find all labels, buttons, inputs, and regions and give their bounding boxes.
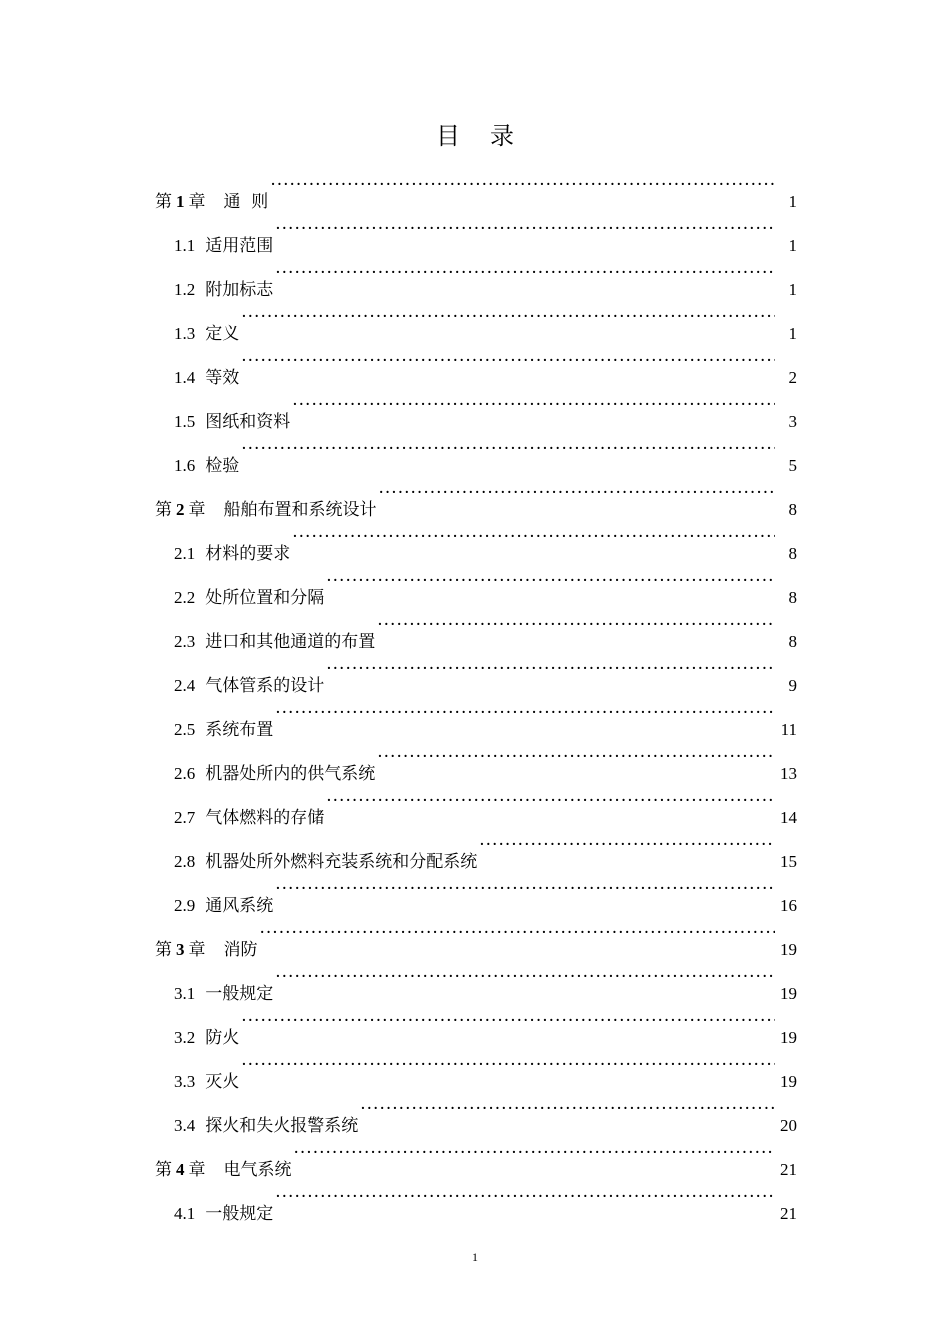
dot-leader	[241, 1043, 775, 1087]
dot-leader	[275, 691, 775, 735]
toc-page-number: 1	[788, 236, 797, 255]
section-title: 气体管系的设计	[205, 676, 325, 696]
section-title: 气体燃料的存储	[205, 808, 325, 828]
chapter-suffix: 章	[188, 500, 206, 520]
section-title: 一般规定	[205, 984, 274, 1004]
toc-page-number: 19	[780, 1028, 797, 1047]
dot-leader	[294, 1131, 776, 1175]
section-number: 3.2	[174, 1028, 196, 1047]
section-number: 3.3	[174, 1072, 196, 1091]
section-title: 附加标志	[205, 280, 274, 300]
section-number: 1.6	[174, 456, 196, 475]
toc-page-number: 5	[788, 456, 797, 475]
dot-leader	[275, 207, 775, 251]
toc-entry-label	[174, 224, 273, 268]
toc-page-number: 1	[788, 192, 797, 211]
dot-leader	[241, 427, 775, 471]
toc-page-number: 20	[780, 1116, 797, 1135]
section-title: 等效	[205, 368, 240, 388]
chapter-title: 电气系统	[223, 1160, 292, 1180]
dot-leader	[275, 1175, 775, 1219]
chapter-title: 船舶布置和系统设计	[223, 500, 377, 520]
section-number: 2.9	[174, 896, 196, 915]
section-title: 防火	[205, 1028, 240, 1048]
section-title: 处所位置和分隔	[205, 588, 325, 608]
chapter-number: 4	[176, 1160, 185, 1179]
section-number: 1.5	[174, 412, 196, 431]
toc-page-number: 14	[780, 808, 797, 827]
chapter-suffix: 章	[188, 192, 206, 212]
section-number: 3.1	[174, 984, 196, 1003]
toc-page-number: 9	[788, 676, 797, 695]
toc-page-number: 1	[788, 324, 797, 343]
toc-section-entry[interactable]	[155, 295, 797, 344]
dot-leader	[377, 735, 775, 779]
toc-section-entry[interactable]	[155, 383, 797, 432]
toc-page-number: 13	[780, 764, 797, 783]
dot-leader	[326, 559, 775, 603]
toc-page-number: 19	[780, 940, 797, 959]
toc-section-entry[interactable]	[155, 427, 797, 476]
section-number: 2.8	[174, 852, 196, 871]
chapter-title: 消防	[223, 940, 258, 960]
toc-entry-label	[174, 444, 239, 488]
section-title: 一般规定	[205, 1204, 274, 1224]
section-title: 通风系统	[205, 896, 274, 916]
chapter-number: 2	[176, 500, 185, 519]
dot-leader	[241, 339, 775, 383]
section-title: 机器处所内的供气系统	[205, 764, 376, 784]
toc-page-number: 16	[780, 896, 797, 915]
dot-leader	[326, 647, 775, 691]
section-title: 机器处所外燃料充装系统和分配系统	[205, 852, 478, 872]
toc-entry-label	[174, 576, 324, 620]
section-title: 系统布置	[205, 720, 274, 740]
toc-entry-label	[155, 928, 258, 972]
dot-leader	[379, 471, 776, 515]
toc-page-number: 21	[780, 1160, 797, 1179]
section-title: 定义	[205, 324, 240, 344]
dot-leader	[241, 999, 775, 1043]
chapter-suffix: 章	[188, 940, 206, 960]
section-title: 适用范围	[205, 236, 274, 256]
toc-entry-label	[174, 796, 324, 840]
toc-section-entry[interactable]	[155, 1087, 797, 1136]
section-number: 2.1	[174, 544, 196, 563]
chapter-prefix: 第	[155, 940, 172, 960]
chapter-prefix: 第	[155, 1160, 172, 1180]
toc-section-entry[interactable]	[155, 1043, 797, 1092]
toc-page-number: 8	[788, 544, 797, 563]
chapter-title: 通 则	[223, 192, 269, 212]
page-footer-number: 1	[472, 1250, 478, 1264]
toc-page-number: 19	[780, 984, 797, 1003]
dot-leader	[241, 295, 775, 339]
toc-page-number: 2	[788, 368, 797, 387]
toc-page-number: 19	[780, 1072, 797, 1091]
section-number: 1.4	[174, 368, 196, 387]
section-number: 2.7	[174, 808, 196, 827]
dot-leader	[292, 515, 775, 559]
page-title: 目录	[436, 122, 544, 150]
toc-chapter-entry[interactable]	[155, 471, 797, 520]
dot-leader	[292, 383, 775, 427]
chapter-prefix: 第	[155, 192, 172, 212]
section-number: 2.3	[174, 632, 196, 651]
section-title: 检验	[205, 456, 240, 476]
section-number: 1.3	[174, 324, 196, 343]
section-number: 2.4	[174, 676, 196, 695]
section-number: 4.1	[174, 1204, 196, 1223]
dot-leader	[377, 603, 775, 647]
dot-leader	[479, 823, 775, 867]
toc-entry-label	[174, 1016, 239, 1060]
toc-page-number: 3	[788, 412, 797, 431]
chapter-number: 1	[176, 192, 185, 211]
toc-section-entry[interactable]	[155, 999, 797, 1048]
dot-leader	[275, 867, 775, 911]
chapter-number: 3	[176, 940, 185, 959]
dot-leader	[360, 1087, 775, 1131]
section-title: 探火和失火报警系统	[205, 1116, 359, 1136]
section-number: 3.4	[174, 1116, 196, 1135]
section-title: 材料的要求	[205, 544, 291, 564]
section-number: 1.1	[174, 236, 196, 255]
dot-leader	[260, 911, 776, 955]
toc-entry-label	[174, 708, 273, 752]
toc-entry-label	[174, 1060, 239, 1104]
dot-leader	[275, 955, 775, 999]
toc-entry-label	[174, 312, 239, 356]
toc-page-number: 8	[788, 588, 797, 607]
toc-page-number: 8	[788, 500, 797, 519]
toc-entry-label	[174, 356, 239, 400]
dot-leader	[270, 163, 775, 207]
toc-section-entry[interactable]	[155, 339, 797, 388]
section-number: 2.6	[174, 764, 196, 783]
dot-leader	[275, 251, 775, 295]
toc-entry-label	[155, 1148, 292, 1192]
toc-page-number: 21	[780, 1204, 797, 1223]
chapter-prefix: 第	[155, 500, 172, 520]
table-of-contents	[155, 163, 797, 1224]
toc-page-number: 11	[780, 720, 797, 739]
toc-entry-label	[174, 884, 273, 928]
section-title: 图纸和资料	[205, 412, 291, 432]
toc-entry-label	[174, 532, 290, 576]
toc-entry-label	[155, 180, 268, 224]
toc-page-number: 8	[788, 632, 797, 651]
section-title: 灭火	[205, 1072, 240, 1092]
section-number: 2.5	[174, 720, 196, 739]
toc-entry-label	[174, 1192, 273, 1236]
toc-chapter-entry[interactable]	[155, 163, 797, 212]
section-number: 2.2	[174, 588, 196, 607]
toc-page-number: 15	[780, 852, 797, 871]
dot-leader	[326, 779, 775, 823]
toc-page-number: 1	[788, 280, 797, 299]
section-title: 进口和其他通道的布置	[205, 632, 376, 652]
section-number: 1.2	[174, 280, 196, 299]
chapter-suffix: 章	[188, 1160, 206, 1180]
